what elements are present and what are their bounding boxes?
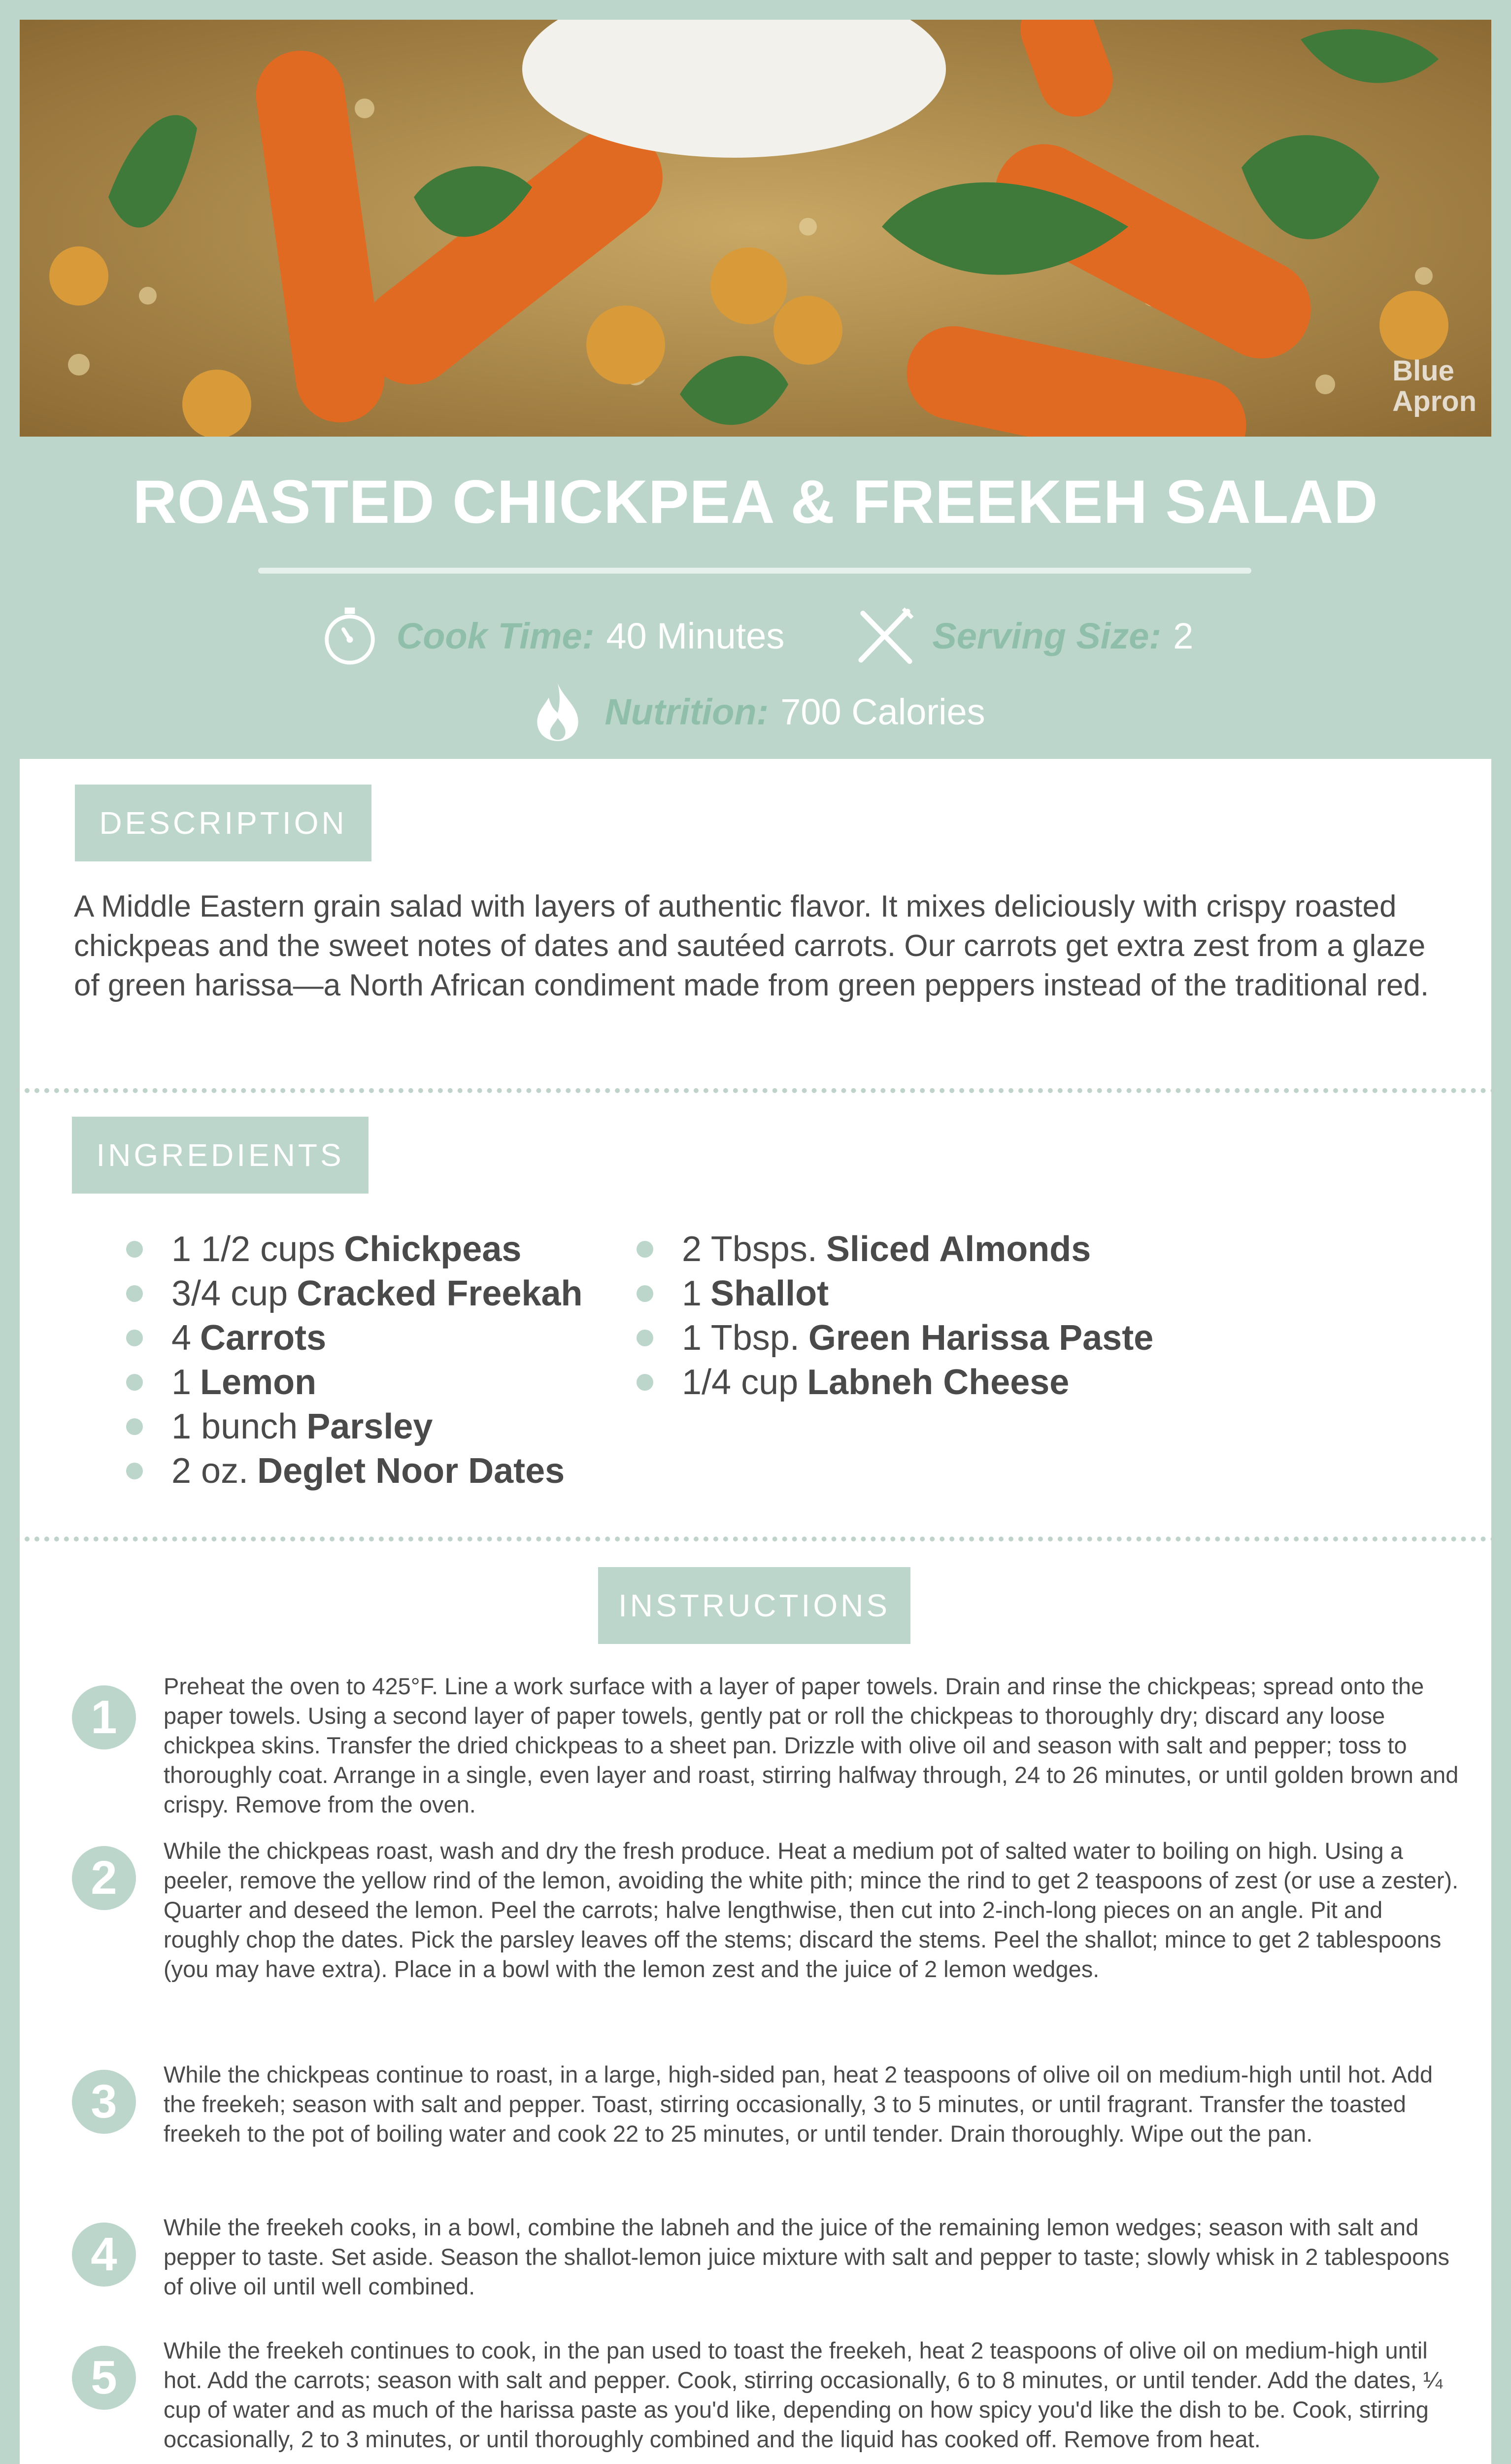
serving-size bbox=[853, 604, 1193, 668]
ingredients-list-col1 bbox=[126, 1227, 583, 1493]
meta-row-bottom bbox=[0, 677, 1511, 746]
step-number-badge: 1 bbox=[72, 1685, 136, 1749]
step-text: Preheat the oven to 425°F. Line a work surface with a layer of paper towels. Drain and rinse the chickpeas; spread onto the paper towels. Using a second layer of paper towels, gently pat or roll the chickpeas to thoroughly dry; discard any loose chickpea skins. Transfer the dried chickpeas to a sheet pan. Drizzle with olive oil and season with salt and pepper; toss to thoroughly coat. Arrange in a single, even layer and roast, stirring halfway through, 24 to 26 minutes, or until golden brown and crispy. Remove from the oven. bbox=[164, 1673, 1459, 1817]
serving-size-value: 2 bbox=[1173, 615, 1194, 656]
step-number-badge: 4 bbox=[72, 2223, 136, 2287]
bullet bbox=[126, 1285, 143, 1302]
step-text: While the chickpeas continue to roast, in a large, high-sided pan, heat 2 teaspoons of olive oil on medium-high until hot. Add the freekeh; season with salt and pepper. Toast, stirring occasionally, 3 to 5 minutes, or until fragrant. Transfer the toasted freekeh to the pot of boiling water and cook 22 to 25 minutes, or until tender. Drain thoroughly. Wipe out the pan. bbox=[164, 2061, 1433, 2147]
watermark-line1: Blue bbox=[1392, 355, 1454, 387]
ingredient-qty: 1 bbox=[171, 1363, 192, 1402]
bullet bbox=[126, 1418, 143, 1435]
step-number-badge: 3 bbox=[72, 2070, 136, 2134]
cook-time-label: Cook Time: bbox=[396, 615, 595, 656]
serving-size-label: Serving Size: bbox=[932, 615, 1162, 656]
ingredient-qty: 4 bbox=[171, 1318, 192, 1358]
instructions-heading: INSTRUCTIONS bbox=[598, 1567, 910, 1644]
list-item bbox=[126, 1227, 583, 1271]
ingredient-name: Parsley bbox=[306, 1407, 433, 1446]
ingredient-name: Labneh Cheese bbox=[807, 1363, 1070, 1402]
watermark-line2: Apron bbox=[1392, 385, 1477, 417]
hero-photo bbox=[20, 20, 1491, 437]
ingredient-qty: 1 Tbsp. bbox=[682, 1318, 800, 1358]
step-number-badge: 5 bbox=[72, 2346, 136, 2410]
list-item bbox=[637, 1360, 1153, 1404]
ingredient-name: Shallot bbox=[710, 1274, 829, 1313]
list-item bbox=[126, 1271, 583, 1316]
cook-time-value: 40 Minutes bbox=[606, 615, 785, 656]
stopwatch-icon bbox=[318, 604, 382, 668]
title-divider bbox=[258, 568, 1251, 574]
section-divider bbox=[15, 1537, 1496, 1541]
ingredients-list-col2 bbox=[637, 1227, 1153, 1404]
description-text: A Middle Eastern grain salad with layers of authentic flavor. It mixes deliciously with crispy roasted chickpeas and the sweet notes of dates and sautéed carrots. Our carrots get extra zest from a glaze of green harissa—a North African condiment made from green peppers instead of the traditional red. bbox=[74, 890, 1429, 1002]
bullet bbox=[637, 1285, 653, 1302]
bullet bbox=[126, 1241, 143, 1258]
meta-row-top bbox=[0, 601, 1511, 670]
bullet bbox=[126, 1330, 143, 1346]
ingredients-heading: INGREDIENTS bbox=[72, 1117, 369, 1194]
salad-illustration bbox=[20, 20, 1491, 437]
list-item bbox=[126, 1316, 583, 1360]
bullet bbox=[126, 1374, 143, 1391]
ingredient-name: Cracked Freekah bbox=[297, 1274, 583, 1313]
ingredient-name: Sliced Almonds bbox=[826, 1230, 1091, 1269]
flame-icon bbox=[526, 680, 590, 744]
recipe-card bbox=[20, 759, 1491, 2464]
ingredient-qty: 2 oz. bbox=[171, 1451, 249, 1491]
section-divider bbox=[15, 1088, 1496, 1093]
step-text: While the freekeh continues to cook, in the pan used to toast the freekeh, heat 2 teaspoons of olive oil on medium-high until hot. Add the carrots; season with salt and pepper. Cook, stirring occasionally, 6 to 8 minutes, or until tender. Add the dates, ¼ cup of water and as much of the harissa paste as you'd like, depending on how spicy you'd like the dish to be. Cook, stirring occasionally, 2 to 3 minutes, or until thoroughly combined and the liquid has cooked off. Remove from heat. bbox=[164, 2337, 1443, 2452]
nutrition-value: 700 Calories bbox=[780, 691, 985, 732]
ingredient-name: Chickpeas bbox=[344, 1230, 522, 1269]
ingredient-name: Carrots bbox=[200, 1318, 327, 1358]
fork-knife-icon bbox=[853, 604, 917, 668]
blue-apron-watermark bbox=[1392, 356, 1477, 417]
list-item bbox=[637, 1316, 1153, 1360]
ingredient-name: Deglet Noor Dates bbox=[257, 1451, 565, 1491]
ingredient-qty: 1 1/2 cups bbox=[171, 1230, 336, 1269]
bullet bbox=[637, 1374, 653, 1391]
list-item bbox=[126, 1404, 583, 1449]
description-heading: DESCRIPTION bbox=[75, 785, 371, 861]
bullet bbox=[126, 1463, 143, 1479]
list-item bbox=[126, 1360, 583, 1404]
bullet bbox=[637, 1241, 653, 1258]
ingredient-name: Green Harissa Paste bbox=[808, 1318, 1154, 1358]
bullet bbox=[637, 1330, 653, 1346]
list-item bbox=[637, 1271, 1153, 1316]
ingredient-qty: 1 bunch bbox=[171, 1407, 298, 1446]
ingredient-qty: 2 Tbsps. bbox=[682, 1230, 817, 1269]
ingredient-qty: 1/4 cup bbox=[682, 1363, 799, 1402]
ingredient-name: Lemon bbox=[200, 1363, 317, 1402]
step-number-badge: 2 bbox=[72, 1846, 136, 1910]
cook-time bbox=[318, 604, 785, 668]
recipe-title: ROASTED CHICKPEA & FREEKEH SALAD bbox=[133, 468, 1378, 536]
list-item bbox=[126, 1449, 583, 1493]
step-text: While the freekeh cooks, in a bowl, combine the labneh and the juice of the remaining lemon wedges; season with salt and pepper to taste. Set aside. Season the shallot-lemon juice mixture with salt and pepper to taste; slowly whisk in 2 tablespoons of olive oil until well combined. bbox=[164, 2214, 1449, 2299]
ingredient-qty: 3/4 cup bbox=[171, 1274, 288, 1313]
step-text: While the chickpeas roast, wash and dry the fresh produce. Heat a medium pot of salted water to boiling on high. Using a peeler, remove the yellow rind of the lemon, avoiding the white pith; mince the rind to get 2 teaspoons of zest (or use a zester). Quarter and deseed the lemon. Peel the carrots; halve lengthwise, then cut into 2-inch-long pieces on an angle. Pit and roughly chop the dates. Pick the parsley leaves off the stems; discard the stems. Peel the shallot; mince to get 2 tablespoons (you may have extra). Place in a bowl with the lemon zest and the juice of 2 lemon wedges. bbox=[164, 1838, 1459, 1982]
nutrition-label: Nutrition: bbox=[604, 691, 769, 732]
nutrition bbox=[526, 680, 985, 744]
list-item bbox=[637, 1227, 1153, 1271]
ingredient-qty: 1 bbox=[682, 1274, 702, 1313]
